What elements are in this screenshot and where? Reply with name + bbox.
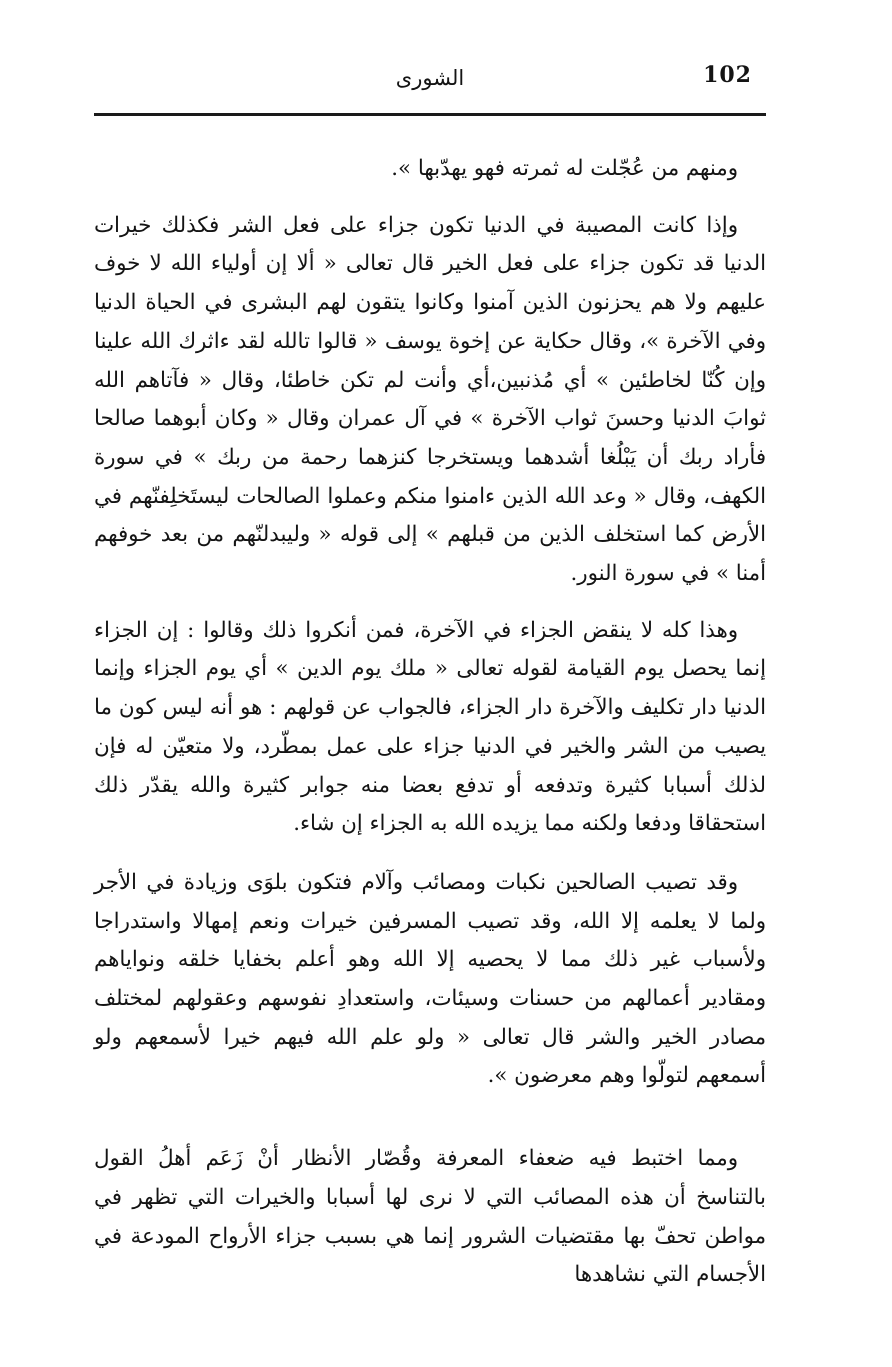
body-text (94, 150, 766, 1295)
paragraph-4: وقد تصيب الصالحين نكبات ومصائب وآلام فتكون بلوَى وزيادة في الأجر ولما لا يعلمه إلا الله، وقد تصيب المسرفين خيرات ونعم إمهالا واستدراجا ولأسباب غير ذلك مما لا يحصيه إلا الله وهو أعلم بخفايا خلقه ونواياهم ومقادير أعمالهم من حسنات وسيئات، واستعدادِ نفوسهم وعقولهم لمختلف مصادر الخير والشر قال تعالى « ولو علم الله فيهم خيرا لأسمعهم ولو أسمعهم لتولّوا وهم معرضون ». (94, 869, 766, 1089)
paragraph-1: ومنهم من عُجّلت له ثمرته فهو يهدّبها ». (391, 156, 738, 181)
page-number: 102 (703, 62, 752, 88)
running-title: الشورى (395, 66, 465, 90)
header-rule (94, 113, 766, 116)
paragraph-3: وهذا كله لا ينقض الجزاء في الآخرة، فمن أنكروا ذلك وقالوا : إن الجزاء إنما يحصل يوم القيامة لقوله تعالى « ملك يوم الدين » أي يوم الجزاء وإنما الدنيا دار تكليف والآخرة دار الجزاء، فالجواب عن قولهم : هو أنه ليس كون ما يصيب من الشر والخير في الدنيا جزاء على عمل بمطّرد، ولا متعيّن له فإن لذلك أسبابا كثيرة وتدفعه أو تدفع بعضا منه جوابر كثيرة والله يقدّر ذلك استحقاقا ودفعا ولكنه مما يزيده الله به الجزاء إن شاء. (94, 617, 766, 837)
page-header (94, 58, 766, 108)
paragraph-5: ومما اختبط فيه ضعفاء المعرفة وقُصّار الأنظار أنْ زَعَم أهلُ القول بالتناسخ أن هذه المصائب التي لا نرى لها أسبابا والخيرات التي تظهر في مواطن تحفّ بها مقتضيات الشرور إنما هي بسبب جزاء الأرواح المودعة في الأجسام التي نشاهدها (94, 1146, 766, 1288)
paragraph-2: وإذا كانت المصيبة في الدنيا تكون جزاء على فعل الشر فكذلك خيرات الدنيا قد تكون جزاء على فعل الخير قال تعالى « ألا إن أولياء الله لا خوف عليهم ولا هم يحزنون الذين آمنوا وكانوا يتقون لهم البشرى في الحياة الدنيا وفي الآخرة »، وقال حكاية عن إخوة يوسف « قالوا تالله لقد ءاثرك الله علينا وإن كُنّا لخاطئين » أي مُذنبين،أي وأنت لم تكن خاطئا، وقال « فآتاهم الله ثوابَ الدنيا وحسنَ ثواب الآخرة » في آل عمران وقال « وكان أبوهما صالحا فأراد ربك أن يَبْلُغا أشدهما ويستخرجا كنزهما رحمة من ربك » في سورة الكهف، وقال « وعد الله الذين ءامنوا منكم وعملوا الصالحات ليستَخلِفنّهم في الأرض كما استخلف الذين من قبلهم » إلى قوله « وليبدلنّهم من بعد خوفهم أمنا » في سورة النور. (94, 212, 766, 587)
